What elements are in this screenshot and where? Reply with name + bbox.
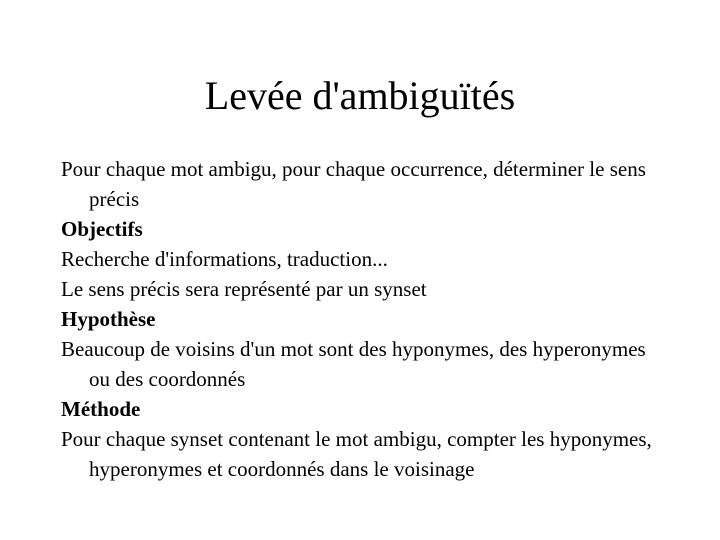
paragraph-methode: Pour chaque synset contenant le mot ambigu, compter les hyponymes, hyperonymes et coordonnés dans le voisinage <box>61 427 652 481</box>
paragraph-definition: Pour chaque mot ambigu, pour chaque occurrence, déterminer le sens précis <box>61 157 646 211</box>
paragraph-synset: Le sens précis sera représenté par un synset <box>61 277 427 301</box>
paragraph-hypothese: Beaucoup de voisins d'un mot sont des hyponymes, des hyperonymes ou des coordonnés <box>61 337 646 391</box>
heading-methode: Méthode <box>61 397 141 421</box>
slide-title: Levée d'ambiguïtés <box>204 73 516 118</box>
heading-hypothese: Hypothèse <box>61 307 156 331</box>
slide-body <box>61 154 661 484</box>
paragraph-objectifs: Recherche d'informations, traduction... <box>61 247 388 271</box>
heading-objectifs: Objectifs <box>61 217 143 241</box>
